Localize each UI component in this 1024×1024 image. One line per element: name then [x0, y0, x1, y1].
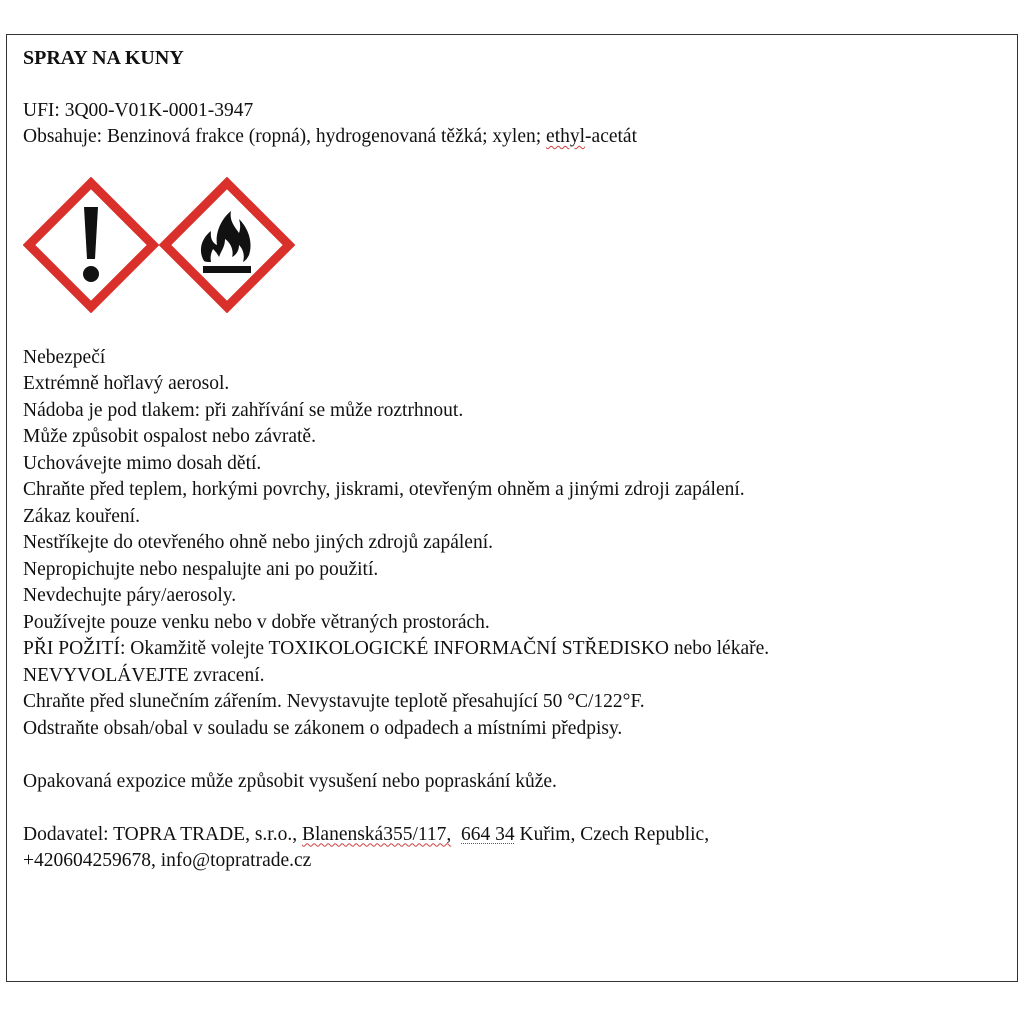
product-title: SPRAY NA KUNY	[23, 47, 184, 69]
supplier-prefix: Dodavatel: TOPRA TRADE, s.r.o.,	[23, 823, 302, 845]
supplier-gap	[451, 824, 461, 845]
label-content	[23, 45, 1001, 875]
signal-word: Nebezpečí	[23, 346, 106, 368]
precaution-line: Používejte pouze venku nebo v dobře větraných prostorách.	[23, 611, 490, 633]
supplier-street: Blanenská355/117,	[301, 823, 452, 845]
ghs-pictograms	[23, 177, 1001, 313]
precaution-line: Zákaz kouření.	[23, 505, 140, 527]
exclamation-mark-icon	[23, 177, 159, 313]
precaution-line: Odstraňte obsah/obal v souladu se zákonem o odpadech a místními předpisy.	[23, 717, 623, 739]
precaution-line: Nepropichujte nebo nespalujte ani po použití.	[23, 558, 379, 580]
supplier-line	[23, 822, 1001, 849]
supplier-contact: +420604259678, info@topratrade.cz	[23, 850, 312, 871]
hazard-line: Nádoba je pod tlakem: při zahřívání se může roztrhnout.	[23, 399, 464, 421]
contains-suffix: -acetát	[585, 126, 637, 147]
repeated-exposure-note: Opakovaná expozice může způsobit vysušení nebo popraskání kůže.	[23, 770, 557, 792]
precaution-line: PŘI POŽITÍ: Okamžitě volejte TOXIKOLOGICKÉ INFORMAČNÍ STŘEDISKO nebo lékaře.	[23, 638, 770, 659]
precaution-line: Nevdechujte páry/aerosoly.	[23, 585, 237, 606]
label-box	[6, 34, 1018, 982]
ufi-code: UFI: 3Q00-V01K-0001-3947	[23, 99, 254, 121]
spacer	[23, 795, 1001, 822]
contains-line	[23, 124, 1001, 151]
precaution-line: Chraňte před teplem, horkými povrchy, jiskrami, otevřeným ohněm a jinými zdroji zapálení.	[23, 479, 745, 500]
supplier-city: Kuřim, Czech Republic,	[514, 823, 710, 845]
flame-icon	[159, 177, 295, 313]
supplier-info	[23, 822, 1001, 875]
precaution-line: Chraňte před slunečním zářením. Nevystavujte teplotě přesahující 50 °C/122°F.	[23, 691, 645, 712]
precaution-line: NEVYVOLÁVEJTE zvracení.	[23, 664, 265, 686]
precaution-line: Uchovávejte mimo dosah dětí.	[23, 452, 262, 474]
contains-marked-word: ethyl	[546, 126, 586, 147]
supplier-postcode: 664 34	[461, 823, 515, 845]
contains-prefix: Obsahuje: Benzinová frakce (ropná), hydrogenovaná těžká; xylen;	[23, 126, 547, 147]
spacer	[23, 742, 1001, 769]
hazard-line: Může způsobit ospalost nebo závratě.	[23, 426, 316, 447]
precaution-line: Nestříkejte do otevřeného ohně nebo jiných zdrojů zapálení.	[23, 532, 493, 553]
hazard-statements	[23, 345, 1001, 743]
hazard-line: Extrémně hořlavý aerosol.	[23, 373, 230, 394]
